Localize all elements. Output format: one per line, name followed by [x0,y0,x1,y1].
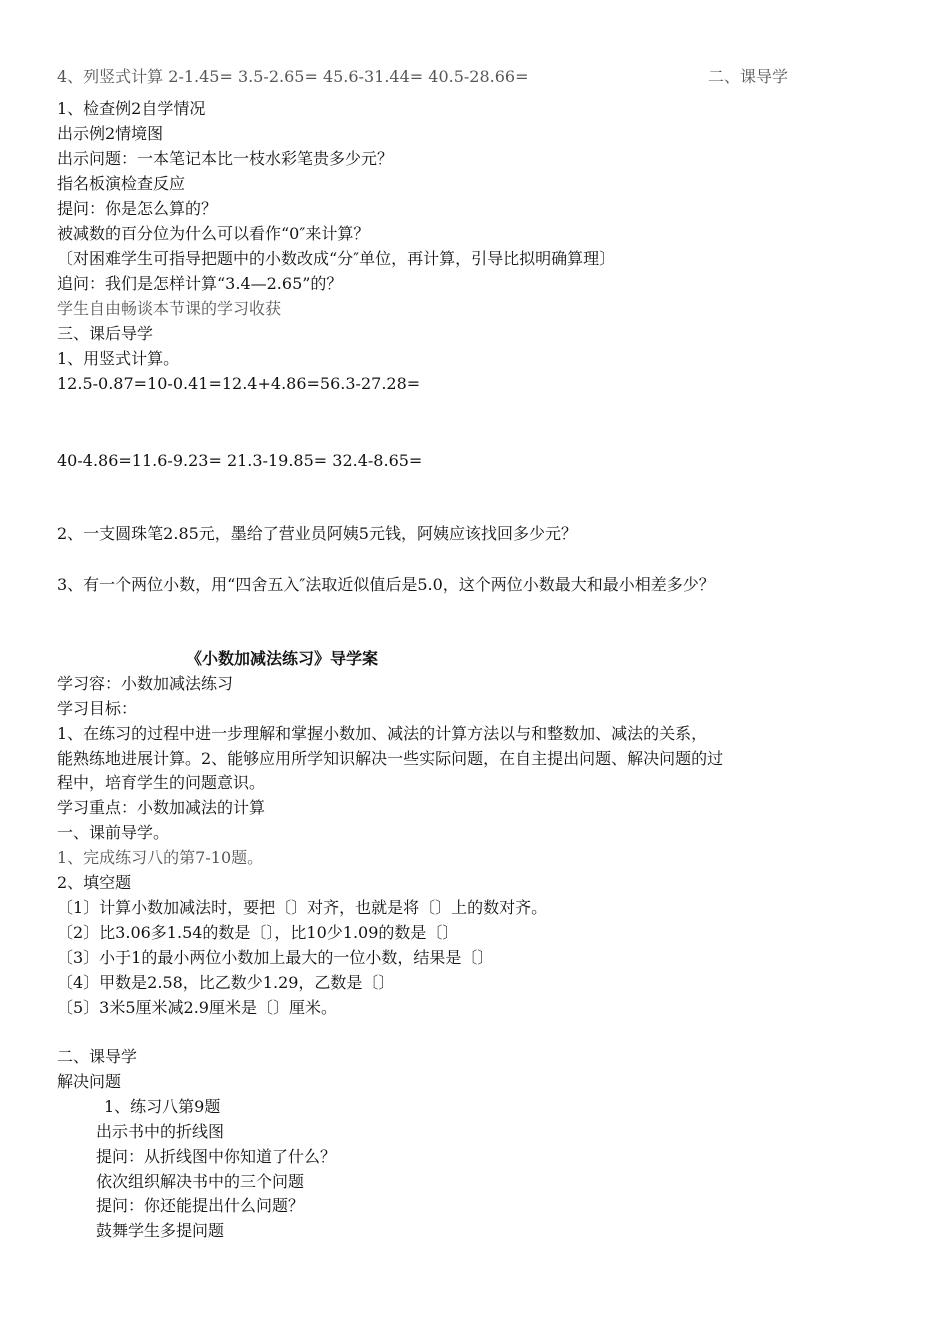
text-line: 出示问题：一本笔记本比一枝水彩笔贵多少元？ [57,149,394,168]
text-line: 追问：我们是怎样计算“3.4—2.65”的？ [57,274,343,293]
header-calc-problems: 4、列竖式计算 2-1.45= 3.5-2.65= 45.6-31.44= 40.5-28.66= [57,67,529,86]
fill-blank-item: 〔5〕3米5厘米减2.9厘米是〔〕厘米。 [57,998,337,1017]
exercise-item: 提问：从折线图中你知道了什么？ [96,1147,337,1166]
text-line: 学习重点：小数加减法的计算 [57,798,266,817]
page-title: 《小数加减法练习》导学案 [186,649,379,668]
question-3: 3、有一个两位小数，用“四舍五入″法取近似值后是5.0，这个两位小数最大和最小相差多少？ [57,575,715,594]
text-line: 2、填空题 [57,873,132,892]
fill-blank-item: 〔3〕小于1的最小两位小数加上最大的一位小数，结果是〔〕 [57,948,494,967]
exercise-title: 1、练习八第9题 [104,1097,221,1116]
header-section-label: 二、课导学 [708,67,789,86]
objectives-line: 1、在练习的过程中进一步理解和掌握小数加、减法的计算方法以与和整数加、减法的关系， [57,724,708,743]
section-heading: 一、课前导学。 [57,823,170,842]
text-line: 1、完成练习八的第7-10题。 [57,848,264,867]
section-heading: 三、课后导学 [57,324,154,343]
exercise-item: 依次组织解决书中的三个问题 [96,1172,305,1191]
exercise-item: 出示书中的折线图 [96,1122,225,1141]
fill-blank-item: 〔1〕计算小数加减法时，要把〔〕对齐，也就是将〔〕上的数对齐。 [57,898,548,917]
text-line: 学习容：小数加减法练习 [57,674,234,693]
text-line: 1、用竖式计算。 [57,349,180,368]
text-line: 解决问题 [57,1072,122,1091]
text-line: 1、检查例2自学情况 [57,99,206,118]
text-line: 学生自由畅谈本节课的学习收获 [57,299,282,318]
text-line: 提问：你是怎么算的？ [57,199,218,218]
calc-row: 12.5-0.87=10-0.41=12.4+4.86=56.3-27.28= [57,374,421,393]
text-line: 〔对困难学生可指导把题中的小数改成“分″单位，再计算，引导比拟明确算理〕 [57,249,616,268]
fill-blank-item: 〔2〕比3.06多1.54的数是〔〕，比10少1.09的数是〔〕 [57,923,459,942]
exercise-item: 鼓舞学生多提问题 [96,1221,225,1240]
objectives-line: 能熟练地进展计算。2、能够应用所学知识解决一些实际问题，在自主提出问题、解决问题的过 [57,749,724,768]
text-line: 出示例2情境图 [57,124,164,143]
text-line: 被减数的百分位为什么可以看作“0″来计算？ [57,224,370,243]
calc-row: 40-4.86=11.6-9.23= 21.3-19.85= 32.4-8.65= [57,451,423,470]
fill-blank-item: 〔4〕甲数是2.58，比乙数少1.29，乙数是〔〕 [57,973,395,992]
text-line: 指名板演检查反应 [57,174,186,193]
question-2: 2、一支圆珠笔2.85元，墨给了营业员阿姨5元钱，阿姨应该找回多少元？ [57,524,577,543]
section-heading: 二、课导学 [57,1047,138,1066]
text-line: 学习目标： [57,699,138,718]
objectives-line: 程中，培育学生的问题意识。 [57,773,266,792]
exercise-item: 提问：你还能提出什么问题？ [96,1196,305,1215]
